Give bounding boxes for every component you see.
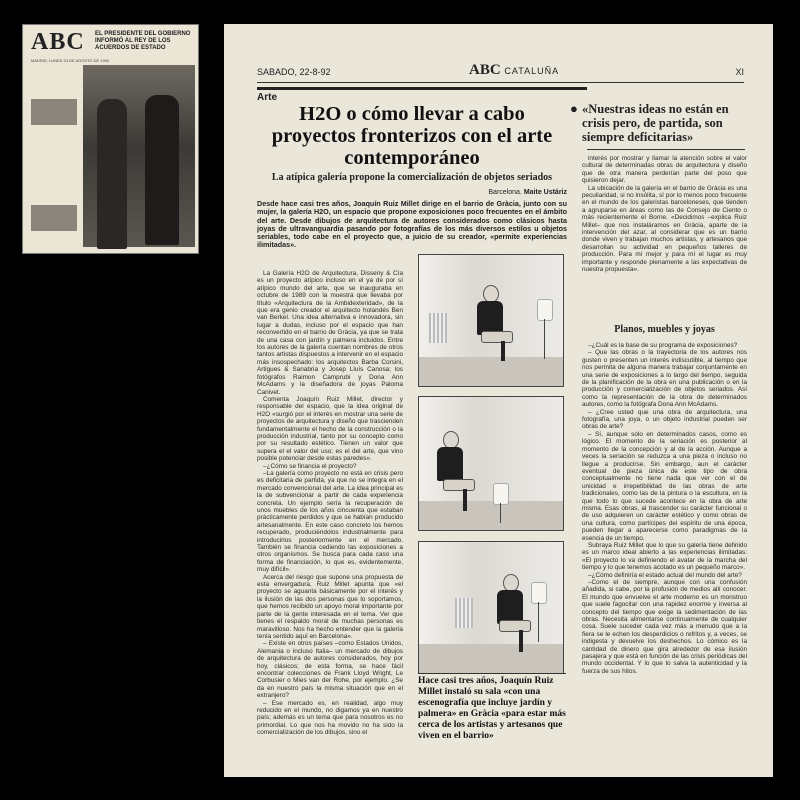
thumbnail-cover-photo	[83, 65, 195, 247]
thumbnail-figure	[97, 99, 127, 249]
lamp-stand	[538, 602, 539, 642]
front-page-thumbnail[interactable]	[22, 24, 199, 254]
paragraph: Comenta Joaquín Ruiz Millet, director y responsable del espacio, que la idea original de H2O «surgió por el interés en mostrar una serie de proyectos de arquitectura y diseño que trascienden fundamentalmente el hecho de la construcción o la producción industrial, tanto por su concepto como por su resultado estético. Tienen un valor que supera el el valor del uso; es el del arte, que vino posible potenciar desde estas paredes».	[257, 395, 403, 463]
person-leg	[463, 489, 467, 511]
photo-caption: Hace casi tres años, Joaquín Ruiz Millet instaló su sala «con una escenografía que incluye jardín y palmera» en Gràcia «para estar más cerca de los artistas y artesanos que viven en el barrio»	[418, 676, 566, 741]
floor-lamp	[493, 483, 509, 505]
person-leg	[519, 630, 523, 652]
paragraph: – Ese mercado es, en realidad, algo muy reducido en el mundo, no digamos ya en nuestro país; además es un tema que para nosotros es no primordial. Lo que nos ha movido no ha sido la comercialización de los dibujos, sino el	[257, 699, 403, 737]
person-legs	[443, 479, 475, 491]
paragraph: –La galería como proyecto no está en crisis pero es deficitaria de partida, ya que no se integra en el mercado convencional del arte. La idea principal es la de subvencionar a partir de cada experiencia concreta. Un ejemplo sería la recuperación de unos muebles de los años cincuenta que estaban prácticamente perdidos y que se habían producido artesanalmente. En este caso concreto los hemos recuperado, produciéndolos industrialmente para introducirlos posteriormente en el mercado. También se financia cediendo las exposiciones a otros organismos. Se busca para cada caso una forma de financiación, lo que es, evidentemente, muy difícil».	[257, 469, 403, 574]
page-date: SABADO, 22-8-92	[257, 67, 331, 77]
paragraph: La ubicación de la galería en el barrio de Gràcia es una peculiaridad, si no insólita, sí por lo menos poco frecuente en el mundo de los galeristas barceloneses, que tienden a agruparse en áreas como las de Consejo de Ciento o más recientemente el Borne. «Decidimos –explica Ruiz Millet– que nos instaláramos en Gràcia, aparte de la intervención del azar, al considerar que es un barrio donde viven y trabajan muchos artistas, y artesanos que desarrollan su actividad en pequeños talleres de producción. Para mí mejor y para mí el lugar es muy importante y responde plenamente a las expectativas de nuestra propuesta».	[582, 184, 747, 274]
article-subheadline: La atípica galería propone la comercialización de objetos seriados	[271, 172, 553, 183]
page-number: XI	[735, 67, 744, 77]
floor-lamp	[537, 299, 553, 321]
section-label: Arte	[257, 87, 587, 103]
lamp-stand	[500, 503, 501, 523]
article-lead: Desde hace casi tres años, Joaquín Ruiz Millet dirige en el barrio de Gràcia, junto con su mujer, la galería H2O, un espacio que propone exposiciones poco frecuentes en el ámbito del arte. Desde dibujos de arquitectura de autores considerados como clásicos hasta joyas de ultravanguardia pasando por fotografías de los más diversos estilos u objetos seriables, todo cabe en el proyecto que, a juicio de su creador, «permite experiencias ilimitadas».	[257, 199, 567, 250]
article-photo	[418, 541, 564, 674]
paragraph: – Que las obras o la trayectoria de los autores nos gusten o presenten un interés indiscutible, al tiempo que nos permita de alguna manera trabajar conjuntamente en una serie de exposiciones a lo largo del tiempo, seguida de la planificación de la obra en una publicación o en la producción y comercialización de objetos seriados. Así como la representación de la obra de determinados autores, como la fotógrafa Dona Ann McAdams.	[582, 349, 747, 409]
article-photo	[418, 254, 564, 387]
person-body	[437, 447, 463, 481]
article-headline: H2O o cómo llevar a cabo proyectos fronterizos con el arte contemporáneo	[271, 103, 553, 169]
byline-author: Maite Ustáriz	[523, 189, 567, 196]
paragraph: – Existe en otros países –como Estados Unidos, Alemania o incluso Italia– un mercado de dibujos de arquitectura de autores considerados, hoy por hoy, clásicos; de esta forma, se hace fácil encontrar colecciones de Frank Lloyd Wright, Le Corbusier o Mies van der Rohe, por ejemplo. ¿Se da en nuestro país la misma situación que en el extranjero?	[257, 640, 403, 700]
person-body	[497, 590, 523, 624]
paragraph: Acerca del riesgo que supone una propuesta de esta envergadura, Ruiz Millet apunta que «el proyecto se aguanta básicamente por el interés y la ilusión de las dos personas que lo soportamos, que hemos recibido un apoyo moral importante por parte de la gente interesada en el tema. Ver que tienes el respaldo moral de muchas personas es maravilloso. Nos ha hecho entender que la galería tenía sentido aquí en Barcelona».	[257, 573, 403, 640]
paragraph: La Galería H2O de Arquitectura, Disseny & Cía es un proyecto atípico incluso en el ya de por sí atípico mundo del arte, que se inauguraba en octubre de 1989 con la muestra que llevaba por título «Arquitectura de la Ambidexteridad», de la que era genio creador el arquitecto holandés Ben van Berkel. Una idea alternativa e innovadora, sin lugar a dudas, incluso por el espacio que han reconvertido en el barrio de Gràcia, ya que se trata de una casa con jardín y palmera incluidos. Entre los autores de la galería cuentan nombres de otros tantos artistas dispuestos a intervenir en el espacio más insospechado: los arquitectos Barba Corsini, Artigues & Sanabria y Josep Lluís Canosa; los fotógrafos Raimon Camprubí y Dona Ann McAdams y la diseñadora de joyas Paloma Canivet.	[257, 270, 403, 396]
masthead-section: CATALUÑA	[504, 66, 560, 76]
paragraph: – ¿Cree usted que una obra de arquitectura, una fotografía, una joya, o un objeto industrial pueden ser obras de arte?	[582, 408, 747, 431]
byline-place: Barcelona.	[488, 189, 522, 196]
divider	[587, 149, 745, 150]
thumbnail-headline: EL PRESIDENTE DEL GOBIERNO INFORMÓ AL REY DE LOS ACUERDOS DE ESTADO	[95, 31, 191, 51]
person-leg	[501, 341, 505, 361]
article-photo	[418, 396, 564, 531]
thumbnail-side-photo	[31, 99, 77, 125]
article-column-3-top	[582, 155, 747, 319]
photo-floor	[419, 644, 563, 673]
article-column-3-bottom	[582, 342, 747, 772]
pull-quote-text: «Nuestras ideas no están en crisis pero, de partida, son siempre deficitarias»	[582, 102, 729, 144]
paragraph: – Sí, aunque solo en determinados casos, como es lógico. El momento de la seriación es posterior al momento de la concepción y al de la acción. Aunque a veces la seriación se reduzca a una pieza o incluso no llegue a producirse. Sin embargo, aun el carácter eventual de pieza única de este tipo de obra conceptualmente no tiene nada que ver con el de unicidad e irrepetibilidad de las obras de arte tradicionales, como las de la pintura o la escultura, en la que todo lo que sucede acontece en la obra de arte misma. Esas obras, al trascender su carácter funcional o de uso adquieren un carácter estético y como obras de una cultura, como partícipes del espíritu de una época, pueden llegar a aparecerse como paradigmas de la esencia de un tiempo.	[582, 430, 747, 542]
newspaper-page	[224, 24, 773, 777]
running-header	[257, 64, 744, 83]
subhead: Planos, muebles y joyas	[614, 324, 715, 335]
thumbnail-figure	[145, 95, 179, 245]
pull-quote	[570, 101, 752, 144]
person-legs	[481, 331, 513, 343]
paragraph: –¿Cómo se financia el proyecto?	[263, 462, 357, 470]
masthead-abc: ABC	[469, 62, 501, 78]
paragraph: –Como el de siempre, aunque con una confusión añadida, si cabe, por la profusión de medios allí conocer. El mundo que envuelve el arte moderno es un monstruo que suele fagocitar con una rapidez enorme y inversa al concepto del tiempo que exige la sedimentación de las obras. Necesita alimentarse continuamente de cualquier cosa. Suele suceder cada vez más a menudo que a la fiera se le echen los desperdicios o refritos y, a veces, se indigesta y devuelve los deshechos. Lo cómico es la cantidad de dinero que gira alrededor de esa ilusión pasajera y que está en función de las crisis periódicas del mundo occidental. Y lo que lo salva la autenticidad y la fuerza de sus hitos.	[582, 579, 747, 675]
article-column-1	[257, 270, 403, 770]
photo-floor	[419, 501, 563, 530]
paragraph: –¿Cómo definiría el estado actual del mundo del arte?	[588, 571, 742, 579]
byline	[444, 189, 567, 196]
floor-lamp	[531, 582, 547, 604]
person-legs	[499, 620, 531, 632]
person-body	[477, 301, 503, 335]
page-masthead	[469, 62, 559, 79]
photo-floor	[419, 357, 563, 386]
paragraph: Subraya Ruiz Millet que lo que su galería tiene definido es un marco ideal abierto a las experiencias ilimitadas: «El proyecto lo va definiendo el avatar de la marcha del tiempo y lo que tenemos acotado es un pequeño marco».	[582, 541, 747, 572]
thumbnail-dateline: MADRID, LUNES 24 DE AGOSTO DE 1992	[31, 58, 110, 63]
bullet-icon: ●	[570, 101, 578, 116]
lamp-stand	[544, 319, 545, 359]
thumbnail-masthead: ABC	[31, 29, 85, 55]
paragraph: interés por mostrar y llamar la atención sobre el valor cultural de determinadas obras de arquitectura y diseño que de otra manera perderían parte del poso que quisieron dejar.	[582, 155, 747, 185]
radiator	[455, 598, 473, 628]
thumbnail-side-photo	[31, 205, 77, 231]
paragraph: –¿Cuál es la base de su programa de exposiciones?	[588, 342, 738, 349]
radiator	[429, 313, 447, 343]
